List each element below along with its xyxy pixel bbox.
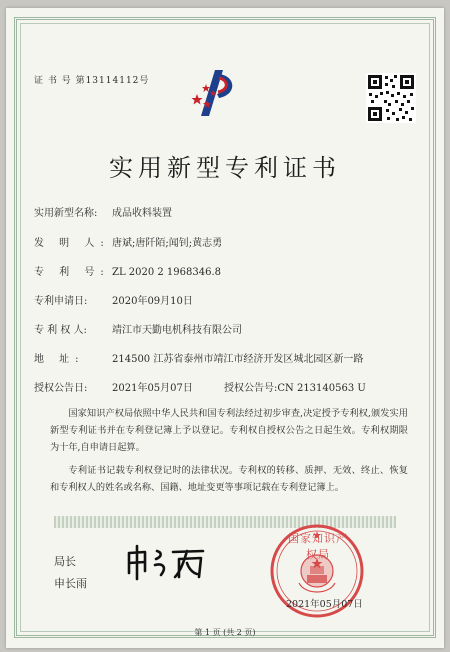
announcement-label: 授权公告号: — [224, 383, 278, 394]
field-label: 地 址: — [34, 354, 85, 365]
field-label: 专利申请日: — [34, 296, 88, 307]
chief-name: 申长雨 — [54, 577, 87, 590]
signature-icon — [123, 543, 213, 583]
field-utility-model-name — [34, 204, 172, 219]
field-value: 2021年05月07日 — [112, 383, 193, 394]
field-grant-date — [34, 379, 193, 394]
field-label: 实用新型名称: — [34, 208, 98, 219]
page-number: 第 1 页 (共 2 页) — [194, 628, 256, 637]
seal-date: 2021年05月07日 — [286, 599, 363, 610]
field-value: ZL 2020 2 1968346.8 — [112, 267, 222, 278]
chief-label: 局长 — [54, 555, 76, 568]
certificate-number: 证 书 号 第13114112号 — [34, 76, 150, 86]
certificate-title: 实用新型专利证书 — [109, 154, 341, 182]
field-label: 发 明 人: — [34, 238, 110, 249]
seal-text: 国家知识产权局 — [288, 532, 348, 561]
field-application-date — [34, 292, 193, 307]
field-value: 唐斌;唐阡陌;闻钊;黄志勇 — [112, 238, 223, 249]
field-label: 专 利 号: — [34, 267, 110, 278]
field-label: 专 利 权 人: — [34, 325, 87, 336]
field-patentee — [34, 321, 242, 336]
field-label: 授权公告日: — [34, 383, 88, 394]
field-value: 214500 江苏省泰州市靖江市经济开发区城北园区新一路 — [112, 354, 364, 365]
cnipa-logo-icon — [189, 64, 247, 122]
announcement-value: CN 213140563 U — [277, 383, 366, 394]
field-patent-number — [34, 263, 221, 278]
field-inventors — [34, 234, 222, 249]
qr-code-icon — [366, 73, 416, 123]
field-address — [34, 350, 363, 365]
field-value: 靖江市天勤电机科技有限公司 — [112, 325, 242, 336]
field-value: 2020年09月10日 — [112, 296, 193, 307]
certificate-paragraph-1: 国家知识产权局依照中华人民共和国专利法经过初步审查,决定授予专利权,颁发实用新型专利证书并在专利登记簿上予以登记。专利权自授权公告之日起生效。专利权期限为十年,自申请日起算。 — [50, 408, 408, 453]
certificate-paragraph-2: 专利证书记载专利权登记时的法律状况。专利权的转移、质押、无效、终止、恢复和专利权人的姓名或名称、国籍、地址变更等事项记载在专利登记簿上。 — [50, 465, 408, 493]
field-value: 成品收料装置 — [112, 208, 172, 219]
certificate-sheet — [6, 8, 444, 648]
announcement-number — [224, 379, 366, 394]
